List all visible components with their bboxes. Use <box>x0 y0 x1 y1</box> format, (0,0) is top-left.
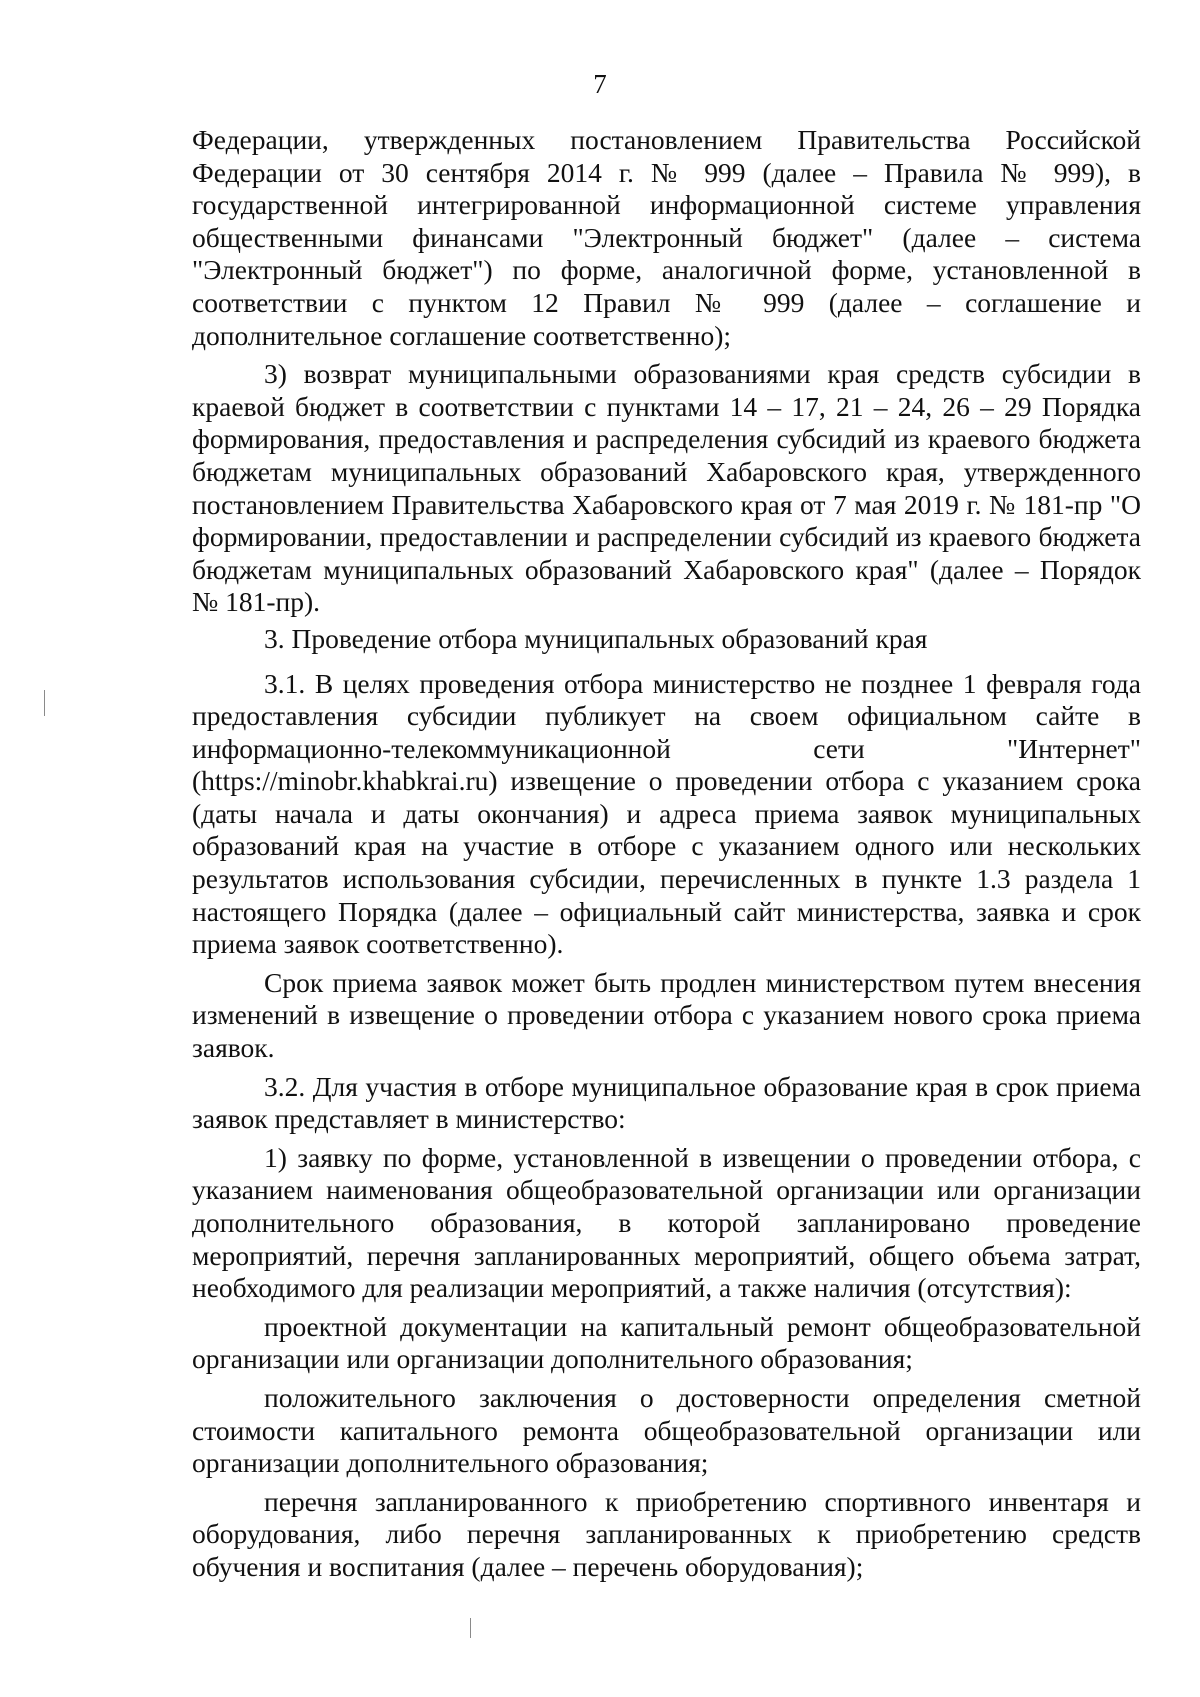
section-heading: 3. Проведение отбора муниципальных образований края <box>264 622 928 654</box>
paragraph-equipment-list: перечня запланированного к приобретению спортивного инвентаря и оборудования, либо перечня запланированных к приобретению средств обучения и воспитания (далее – перечень оборудования); <box>192 1485 1141 1582</box>
paragraph-item-3: 3) возврат муниципальными образованиями края средств субсидии в краевой бюджет в соответствии с пунктами 14 – 17, 21 – 24, 26 – 29 Порядка формирования, предоставления и распределения субсидий из краевого бюджета бюджетам муниципальных образований Хабаровского края, утвержденного постановлением Правительства Хабаровского края от 7 мая 2019 г. № 181-пр "О формировании, предоставлении и распределении субсидий из краевого бюджета бюджетам муниципальных образований Хабаровского края" (далее – Порядок № 181-пр). <box>192 358 1141 618</box>
paragraph-positive-conclusion: положительного заключения о достоверности определения сметной стоимости капитального ремонта общеобразовательной организации или организации дополнительного образования; <box>192 1381 1141 1479</box>
paragraph-3-2: 3.2. Для участия в отборе муниципальное образование края в срок приема заявок представляет в министерство: <box>192 1070 1141 1135</box>
paragraph-item-1: 1) заявку по форме, установленной в извещении о проведении отбора, с указанием наименования общеобразовательной организации или организации дополнительного образования, в которой запланировано проведение мероприятий, перечня запланированных мероприятий, общего объема затрат, необходимого для реализации мероприятий, а также наличия (отсутствия): <box>192 1141 1141 1304</box>
scan-mark-bottom <box>470 1618 471 1638</box>
document-body <box>192 124 1141 1584</box>
paragraph-project-docs: проектной документации на капитальный ремонт общеобразовательной организации или организации дополнительного образования; <box>192 1310 1141 1375</box>
paragraph-extension: Срок приема заявок может быть продлен министерством путем внесения изменений в извещение о проведении отбора с указанием нового срока приема заявок. <box>192 966 1141 1064</box>
paragraph-continuation: Федерации, утвержденных постановлением Правительства Российской Федерации от 30 сентября 2014 г. № 999 (далее – Правила № 999), в государственной интегрированной информационной системе управления общественными финансами "Электронный бюджет" (далее – система "Электронный бюджет") по форме, аналогичной форме, установленной в соответствии с пунктом 12 Правил № 999 (далее – соглашение и дополнительное соглашение соответственно); <box>192 124 1141 351</box>
paragraph-3-1: 3.1. В целях проведения отбора министерство не позднее 1 февраля года предоставления субсидии публикует на своем официальном сайте в информационно-телекоммуникационной сети "Интернет" (https://minobr.khabkrai.ru) извещение о проведении отбора с указанием срока (даты начала и даты окончания) и адреса приема заявок муниципальных образований края на участие в отборе с указанием одного или нескольких результатов использования субсидии, перечисленных в пункте 1.3 раздела 1 настоящего Порядка (далее – официальный сайт министерства, заявка и срок приема заявок соответственно). <box>192 667 1141 960</box>
scan-mark-left <box>44 690 45 716</box>
page-number: 7 <box>593 69 607 99</box>
